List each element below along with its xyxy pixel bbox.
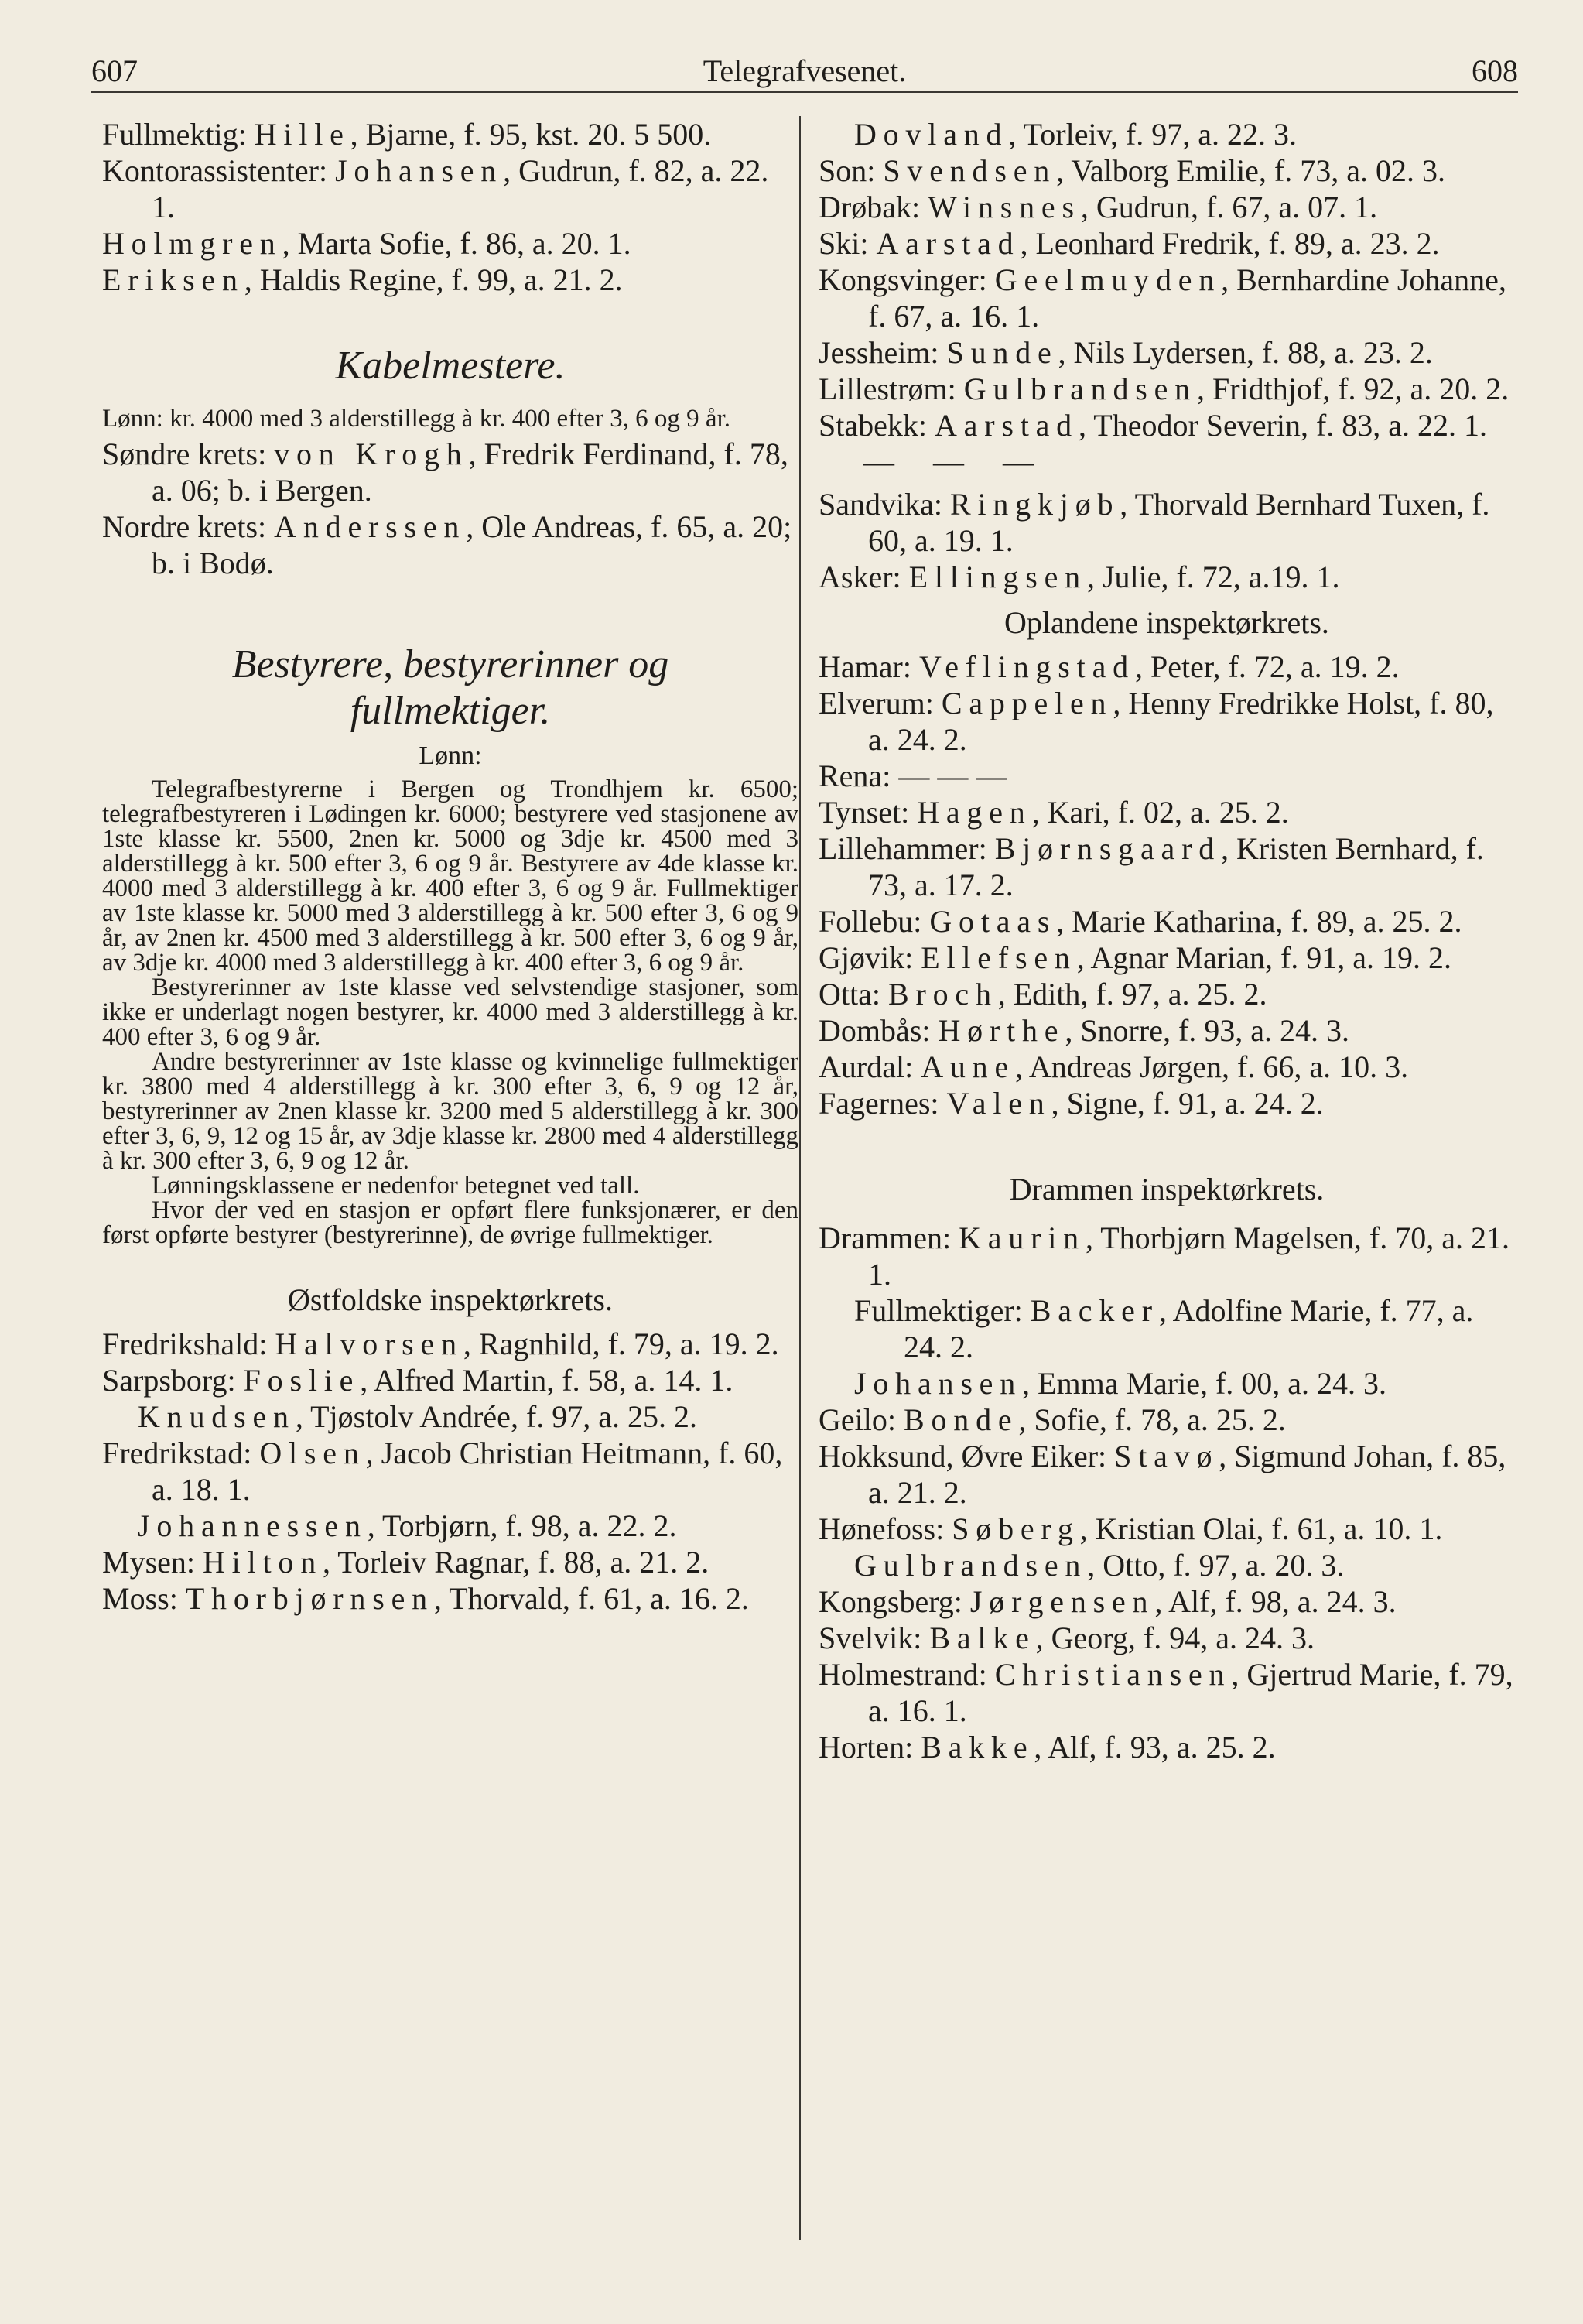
surname: Aarstad xyxy=(876,226,1021,261)
left-column xyxy=(102,116,798,1617)
surname: Dovland xyxy=(854,117,1009,152)
entry-details: , Agnar Marian, f. 91, a. 19. 2. xyxy=(1076,940,1452,975)
surname: von Krogh xyxy=(274,436,469,471)
entry-details: , Leonhard Fredrik, f. 89, a. 23. 2. xyxy=(1020,226,1440,261)
surname: Aune xyxy=(921,1049,1016,1084)
surname: Bakke xyxy=(921,1730,1034,1764)
staff-entry xyxy=(854,1292,1515,1365)
place-label: Geilo: xyxy=(819,1402,904,1437)
entry-details: , Sigmund Johan, f. 85, a. 21. 2. xyxy=(868,1439,1506,1510)
staff-entry xyxy=(819,1511,1515,1547)
surname: Johansen xyxy=(335,153,504,188)
staff-entry xyxy=(819,1656,1515,1729)
surname: Christiansen xyxy=(994,1657,1232,1692)
place-label: Fullmektiger: xyxy=(854,1293,1031,1328)
page-header xyxy=(91,48,1518,93)
staff-entry xyxy=(819,976,1515,1012)
entry-details: , Alf, f. 98, a. 24. 3. xyxy=(1154,1584,1397,1619)
place-label: Asker: xyxy=(819,560,909,594)
oplandene-list xyxy=(819,649,1515,1121)
entry-details: , Andreas Jørgen, f. 66, a. 10. 3. xyxy=(1015,1049,1409,1084)
staff-list xyxy=(819,486,1515,595)
place-label: Rena: xyxy=(819,758,899,793)
place-label: Drammen: xyxy=(819,1220,959,1255)
entry-details: , Otto, f. 97, a. 20. 3. xyxy=(1087,1548,1345,1583)
staff-entry xyxy=(819,1620,1515,1656)
place-label: Fagernes: xyxy=(819,1086,947,1121)
place-label: Ski: xyxy=(819,226,877,261)
place-label: Søndre krets: xyxy=(102,436,275,471)
surname: Foslie xyxy=(243,1363,361,1398)
surname: Anderssen xyxy=(274,509,467,544)
surname: Hille xyxy=(254,117,350,152)
place-label: Jessheim: xyxy=(819,335,947,370)
surname: Sunde xyxy=(946,335,1058,370)
entry-details: , Georg, f. 94, a. 24. 3. xyxy=(1035,1621,1315,1655)
staff-list xyxy=(819,116,1515,443)
staff-entry xyxy=(819,1438,1515,1511)
surname: Halvorsen xyxy=(275,1326,463,1361)
entry-details: , Alfred Martin, f. 58, a. 14. 1. xyxy=(360,1363,733,1398)
surname: Cappelen xyxy=(941,686,1113,720)
staff-entry xyxy=(102,1326,798,1362)
entry-details: , Thorbjørn Magelsen, f. 70, a. 21. 1. xyxy=(868,1220,1509,1292)
entry-details: , Julie, f. 72, a.19. 1. xyxy=(1086,560,1340,594)
surname: Hagen xyxy=(917,795,1032,830)
staff-entry xyxy=(819,1049,1515,1085)
staff-entry xyxy=(819,1220,1515,1292)
staff-entry xyxy=(102,116,798,152)
right-page-number: 608 xyxy=(1472,53,1518,88)
staff-entry xyxy=(819,152,1515,189)
salary-paragraph: Andre bestyrerinner av 1ste klasse og kvinnelige fullmektiger kr. 3800 med 4 alderstillegg à kr. 300 efter 3, 6, 9 og 12 år, bestyrerinner av 2nen klasse kr. 3200 med 5 alderstillegg à kr. 300 efter 3, 6, 9, 12 og 15 år, av 3dje klasse kr. 2800 med 4 alderstillegg à kr. 300 efter 3, 6, 9 og 12 år. xyxy=(102,1048,798,1175)
surname: Geelmuyden xyxy=(994,262,1222,297)
entry-details: , Gudrun, f. 82, a. 22. 1. xyxy=(152,153,769,224)
entry-details: , Peter, f. 72, a. 19. 2. xyxy=(1134,649,1400,684)
surname: Knudsen xyxy=(138,1399,296,1434)
place-label: Follebu: xyxy=(819,904,930,939)
surname: Ellefsen xyxy=(921,940,1077,975)
entry-details: , Gjertrud Marie, f. 79, a. 16. 1. xyxy=(868,1657,1513,1728)
surname: Holmgren xyxy=(102,226,282,261)
surname: Veflingstad xyxy=(918,649,1135,684)
left-page-number: 607 xyxy=(91,53,138,88)
entry-details: , Marie Katharina, f. 89, a. 25. 2. xyxy=(1056,904,1462,939)
place-label: Svelvik: xyxy=(819,1621,930,1655)
staff-entry xyxy=(819,940,1515,976)
right-column xyxy=(819,116,1515,1765)
surname: Svendsen xyxy=(883,153,1057,188)
place-label: Kongsvinger: xyxy=(819,262,995,297)
place-label: Moss: xyxy=(102,1581,186,1616)
place-label: Hønefoss: xyxy=(819,1511,952,1546)
place-label: Aurdal: xyxy=(819,1049,921,1084)
staff-entry xyxy=(819,262,1515,334)
surname: Gotaas xyxy=(929,904,1057,939)
surname: Broch xyxy=(887,977,998,1011)
staff-entry xyxy=(819,407,1515,443)
staff-entry xyxy=(138,1508,798,1544)
place-label: Mysen: xyxy=(102,1545,203,1580)
entry-details: , Alf, f. 93, a. 25. 2. xyxy=(1034,1730,1276,1764)
place-label: Gjøvik: xyxy=(819,940,921,975)
staff-entry xyxy=(819,903,1515,940)
place-label: Tynset: xyxy=(819,795,918,830)
staff-entry xyxy=(819,1012,1515,1049)
staff-list xyxy=(102,116,798,298)
separator-dashes: — — — xyxy=(863,444,1049,479)
entry-details: , Signe, f. 91, a. 24. 2. xyxy=(1051,1086,1324,1121)
place-label: Sarpsborg: xyxy=(102,1363,244,1398)
surname: Hilton xyxy=(203,1545,323,1580)
entry-details: , Kristian Olai, f. 61, a. 10. 1. xyxy=(1079,1511,1443,1546)
surname: Backer xyxy=(1030,1293,1159,1328)
surname: Ringkjøb xyxy=(949,487,1120,522)
surname: Bonde xyxy=(903,1402,1019,1437)
place-label: Nordre krets: xyxy=(102,509,275,544)
salary-label: Lønn: xyxy=(419,741,482,770)
place-label: Lillestrøm: xyxy=(819,371,964,406)
surname: Søberg xyxy=(952,1511,1080,1546)
entry-details: , Fredrik Ferdinand, f. 78, a. 06; b. i Bergen. xyxy=(152,436,788,508)
drammen-list xyxy=(819,1220,1515,1765)
column-divider xyxy=(799,116,801,2240)
entry-details: , Henny Fredrikke Holst, f. 80, a. 24. 2. xyxy=(868,686,1494,757)
place-label: Drøbak: xyxy=(819,190,928,224)
staff-entry xyxy=(819,486,1515,559)
place-label: Dombås: xyxy=(819,1013,939,1048)
entry-details: , Kristen Bernhard, f. 73, a. 17. 2. xyxy=(868,831,1484,902)
place-label: Kongsberg: xyxy=(819,1584,970,1619)
surname: Bjørnsgaard xyxy=(994,831,1222,866)
salary-paragraph: Lønningsklassene er nedenfor betegnet ved tall. xyxy=(152,1172,640,1200)
staff-entry xyxy=(819,225,1515,262)
surname: Ellingsen xyxy=(908,560,1087,594)
staff-entry xyxy=(819,371,1515,407)
entry-details: , Thorvald, f. 61, a. 16. 2. xyxy=(433,1581,749,1616)
staff-entry xyxy=(819,649,1515,685)
surname: Eriksen xyxy=(102,262,244,297)
place-label: Hokksund, Øvre Eiker: xyxy=(819,1439,1115,1473)
entry-details: , Adolfine Marie, f. 77, a. 24. 2. xyxy=(904,1293,1474,1364)
place-label: Stabekk: xyxy=(819,408,935,443)
place-label: Lillehammer: xyxy=(819,831,995,866)
staff-entry xyxy=(102,1544,798,1580)
staff-entry xyxy=(819,559,1515,595)
ostfold-list xyxy=(102,1326,798,1617)
place-label: Son: xyxy=(819,153,884,188)
section-heading-bestyrere: Bestyrere, bestyrerinner og fullmektiger. xyxy=(231,642,669,733)
place-label: Hamar: xyxy=(819,649,919,684)
surname: Jørgensen xyxy=(969,1584,1155,1619)
staff-entry xyxy=(138,1398,798,1435)
surname: Olsen xyxy=(259,1436,366,1470)
surname: Aarstad xyxy=(934,408,1079,443)
staff-entry xyxy=(819,1583,1515,1620)
surname: Stavø xyxy=(1114,1439,1219,1473)
staff-entry xyxy=(854,116,1515,152)
staff-entry xyxy=(819,1729,1515,1765)
staff-entry xyxy=(819,334,1515,371)
salary-paragraph: Bestyrerinner av 1ste klasse ved selvstendige stasjoner, som ikke er underlagt nogen bestyrer, kr. 4000 med 3 alderstillegg à kr. 400 efter 3, 6 og 9 år. xyxy=(102,974,798,1051)
entry-details: , Ragnhild, f. 79, a. 19. 2. xyxy=(463,1326,779,1361)
kabel-salary-note: Lønn: kr. 4000 med 3 alderstillegg à kr. 400 efter 3, 6 og 9 år. xyxy=(102,405,730,433)
staff-entry xyxy=(102,225,798,262)
place-label: Otta: xyxy=(819,977,888,1011)
entry-details: , Torbjørn, f. 98, a. 22. 2. xyxy=(367,1508,677,1543)
surname: Gulbrandsen xyxy=(963,371,1197,406)
section-heading-drammen: Drammen inspektørkrets. xyxy=(1009,1172,1325,1206)
staff-entry xyxy=(102,1362,798,1398)
staff-entry xyxy=(102,508,798,581)
staff-entry xyxy=(102,262,798,298)
surname: Thorbjørnsen xyxy=(185,1581,434,1616)
surname: Hørthe xyxy=(938,1013,1065,1048)
staff-entry xyxy=(819,685,1515,758)
entry-details: , Gudrun, f. 67, a. 07. 1. xyxy=(1080,190,1378,224)
entry-details: , Bjarne, f. 95, kst. 20. 5 500. xyxy=(350,117,712,152)
surname: Johansen xyxy=(854,1366,1023,1401)
entry-details: , Haldis Regine, f. 99, a. 21. 2. xyxy=(244,262,623,297)
surname: Kaurin xyxy=(959,1220,1086,1255)
place-label: Elverum: xyxy=(819,686,942,720)
place-label: Fullmektig: xyxy=(102,117,255,152)
staff-entry xyxy=(102,1580,798,1617)
section-heading-kabelmestere: Kabelmestere. xyxy=(335,344,566,388)
kabel-list xyxy=(102,436,798,581)
staff-entry xyxy=(854,1365,1515,1402)
entry-details: , Thorvald Bernhard Tuxen, f. 60, a. 19. 1. xyxy=(868,487,1490,558)
surname: Winsnes xyxy=(928,190,1081,224)
entry-details: , Bernhardine Johanne, f. 67, a. 16. 1. xyxy=(868,262,1506,334)
entry-details: , Ole Andreas, f. 65, a. 20; b. i Bodø. xyxy=(152,509,792,580)
entry-details: , Emma Marie, f. 00, a. 24. 3. xyxy=(1022,1366,1387,1401)
running-title: Telegrafvesenet. xyxy=(703,53,907,88)
salary-paragraph: Hvor der ved en stasjon er opført flere funksjonærer, er den først opførte bestyrer (bestyrerinne), de øvrige fullmektiger. xyxy=(102,1196,798,1249)
surname: Johannessen xyxy=(138,1508,368,1543)
entry-details: , Edith, f. 97, a. 25. 2. xyxy=(997,977,1267,1011)
entry-details: , Jacob Christian Heitmann, f. 60, a. 18. 1. xyxy=(152,1436,783,1507)
entry-details: , Sofie, f. 78, a. 25. 2. xyxy=(1018,1402,1286,1437)
entry-details: , Theodor Severin, f. 83, a. 22. 1. xyxy=(1078,408,1488,443)
salary-paragraph: Telegrafbestyrerne i Bergen og Trondhjem kr. 6500; telegrafbestyreren i Lødingen kr. 6000; bestyrere ved stasjonene av 1ste klasse kr. 5500, 2nen kr. 5000 og 3dje kr. 4500 med 3 alderstillegg à kr. 500 efter 3, 6 og 9 år. Bestyrere av 4de klasse kr. 4000 med 3 alderstillegg à kr. 400 efter 3, 6 og 9 år. Fullmektiger av 1ste klasse kr. 5000 med 3 alderstillegg à kr. 500 efter 3, 6 og 9 år, av 2nen kr. 4500 med 3 alderstillegg à kr. 500 efter 3, 6 og 9 år, av 3dje kr. 4000 med 3 alderstillegg à kr. 400 efter 3, 6 og 9 år. xyxy=(102,775,798,977)
entry-details: , Torleiv Ragnar, f. 88, a. 21. 2. xyxy=(323,1545,709,1580)
salary-paragraphs xyxy=(102,777,798,1248)
surname: Gulbrandsen xyxy=(854,1548,1088,1583)
place-label: Sandvika: xyxy=(819,487,950,522)
staff-entry xyxy=(819,189,1515,225)
entry-details: — — — xyxy=(898,758,1007,793)
staff-entry xyxy=(819,1085,1515,1121)
place-label: Fredrikstad: xyxy=(102,1436,260,1470)
staff-entry xyxy=(102,152,798,225)
staff-entry xyxy=(819,1402,1515,1438)
surname: Valen xyxy=(946,1086,1051,1121)
staff-entry xyxy=(819,758,1515,794)
entry-details: , Marta Sofie, f. 86, a. 20. 1. xyxy=(282,226,631,261)
entry-details: , Valborg Emilie, f. 73, a. 02. 3. xyxy=(1056,153,1446,188)
entry-details: , Torleiv, f. 97, a. 22. 3. xyxy=(1008,117,1298,152)
place-label: Kontorassistenter: xyxy=(102,153,336,188)
entry-details: , Nils Lydersen, f. 88, a. 23. 2. xyxy=(1058,335,1433,370)
section-heading-oplandene: Oplandene inspektørkrets. xyxy=(1004,605,1329,640)
staff-entry xyxy=(102,1435,798,1508)
place-label: Holmestrand: xyxy=(819,1657,995,1692)
entry-details: , Snorre, f. 93, a. 24. 3. xyxy=(1065,1013,1350,1048)
entry-details: , Tjøstolv Andrée, f. 97, a. 25. 2. xyxy=(295,1399,698,1434)
staff-entry xyxy=(819,830,1515,903)
place-label: Fredrikshald: xyxy=(102,1326,275,1361)
entry-details: , Fridthjof, f. 92, a. 20. 2. xyxy=(1196,371,1509,406)
staff-entry xyxy=(854,1547,1515,1583)
section-heading-ostfold: Østfoldske inspektørkrets. xyxy=(288,1282,613,1317)
surname: Balke xyxy=(929,1621,1036,1655)
staff-entry xyxy=(102,436,798,508)
staff-entry xyxy=(819,794,1515,830)
entry-details: , Kari, f. 02, a. 25. 2. xyxy=(1031,795,1289,830)
place-label: Horten: xyxy=(819,1730,921,1764)
